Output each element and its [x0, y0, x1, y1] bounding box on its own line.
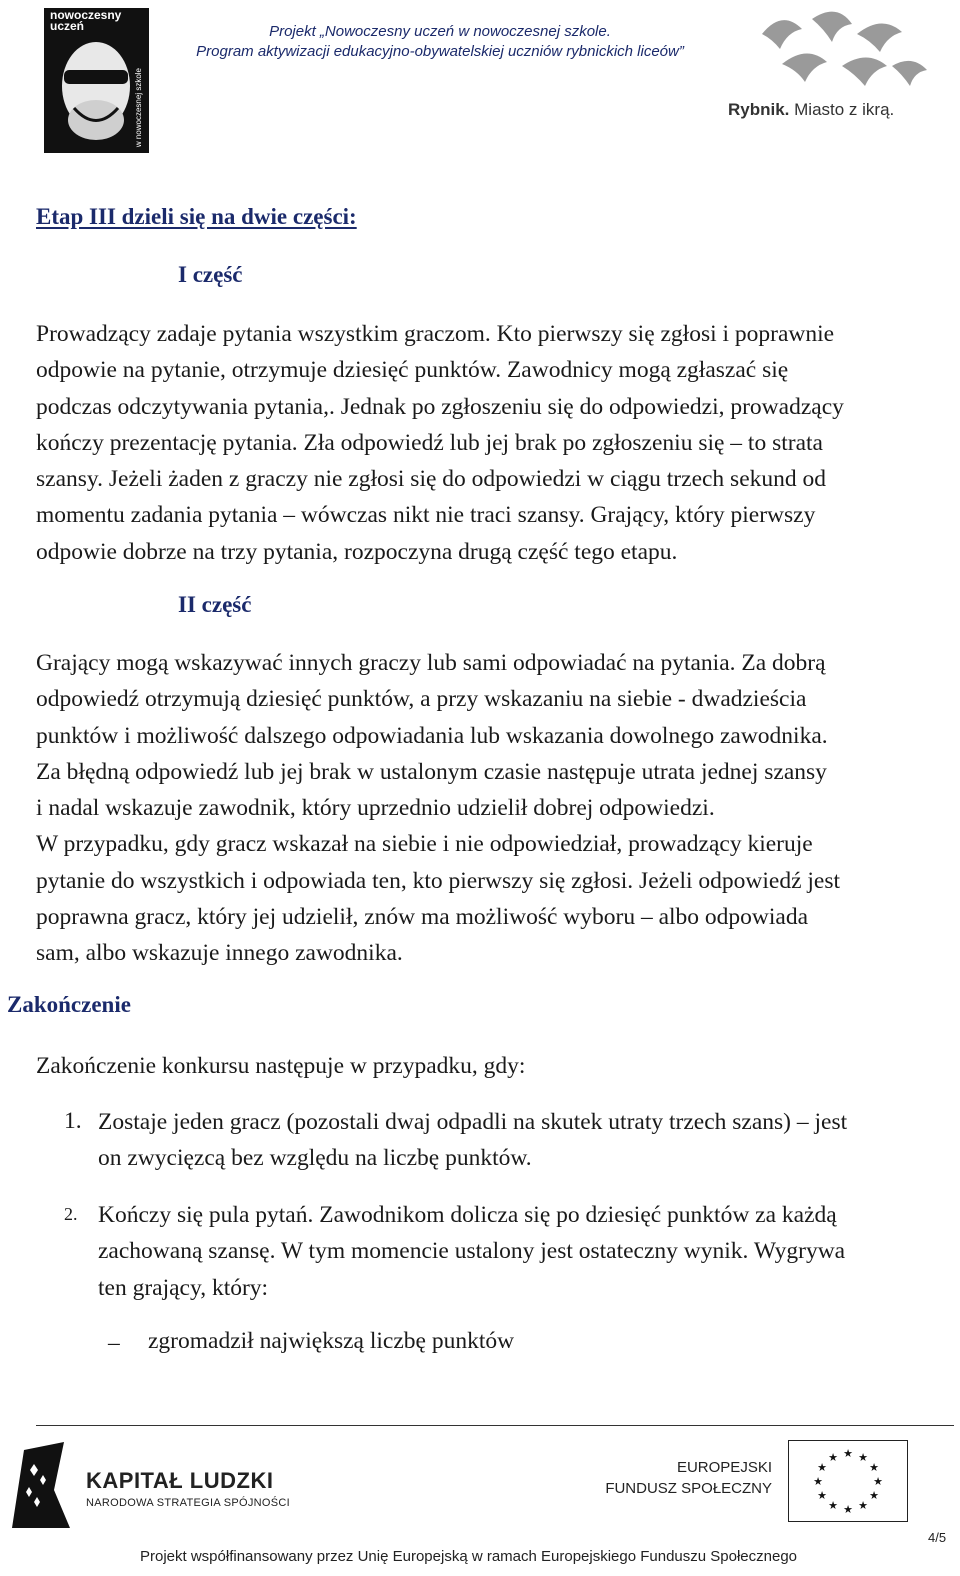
- text-line: ten grający, który:: [98, 1274, 269, 1301]
- kapital-ludzki-title: KAPITAŁ LUDZKI: [86, 1468, 274, 1493]
- text-line: sam, albo wskazuje innego zawodnika.: [36, 940, 403, 967]
- svg-text:★: ★: [828, 1451, 838, 1464]
- text-line: Zostaje jeden gracz (pozostali dwaj odpadli na skutek utraty trzech szans) – jest: [98, 1109, 848, 1135]
- page-number: 4/5: [928, 1530, 947, 1545]
- svg-text:★: ★: [817, 1461, 827, 1474]
- text-line: Za błędną odpowiedź lub jej brak w ustalonym czasie następuje utrata jednej szansy: [36, 758, 827, 785]
- text-line: W przypadku, gdy gracz wskazał na siebie i nie odpowiedział, prowadzący kieruje: [36, 831, 813, 858]
- part1-paragraph: [36, 316, 936, 570]
- city-brand: Rybnik.: [728, 100, 790, 119]
- ending-intro: Zakończenie konkursu następuje w przypadku, gdy:: [36, 1053, 526, 1079]
- sublist-item: zgromadził największą liczbę punktów: [148, 1328, 515, 1354]
- project-title-line2: Program aktywizacji edukacyjno-obywatelskiej uczniów rybnickich liceów”: [196, 43, 684, 60]
- list-item-2: [98, 1197, 938, 1306]
- part2-heading: II część: [178, 592, 252, 617]
- part1-heading: I część: [178, 262, 243, 287]
- text-line: odpowie na pytanie, otrzymuje dziesięć punktów. Zawodnicy mogą zgłaszać się: [36, 357, 789, 384]
- logo-side-label: w nowoczesnej szkole: [134, 68, 143, 148]
- list-number-1: 1.: [64, 1108, 82, 1134]
- text-line: Grający mogą wskazywać innych graczy lub sami odpowiadać na pytania. Za dobrą: [36, 650, 826, 676]
- efs-line1: EUROPEJSKI: [676, 1459, 772, 1476]
- svg-text:★: ★: [858, 1499, 868, 1512]
- cofinance-note: Projekt współfinansowany przez Unię Europejską w ramach Europejskiego Funduszu Społecznego: [140, 1548, 798, 1565]
- text-line: pytanie do wszystkich i odpowiada ten, kto pierwszy się zgłosi. Jeżeli odpowiedź jest: [36, 867, 841, 894]
- text-line: punktów i możliwość dalszego odpowiadania lub wskazania dowolnego zawodnika.: [36, 722, 828, 749]
- text-line: on zwycięzcą bez względu na liczbę punktów.: [98, 1145, 532, 1172]
- city-slogan-text: Miasto z ikrą.: [789, 100, 895, 119]
- svg-text:★: ★: [843, 1447, 853, 1460]
- part2-paragraph: [36, 645, 936, 972]
- text-line: Prowadzący zadaje pytania wszystkim graczom. Kto pierwszy się zgłosi i poprawnie: [36, 321, 835, 347]
- city-slogan: [728, 100, 894, 120]
- svg-text:★: ★: [869, 1461, 879, 1474]
- svg-text:★: ★: [858, 1451, 868, 1464]
- svg-text:★: ★: [869, 1489, 879, 1502]
- stage-heading: Etap III dzieli się na dwie części:: [36, 204, 357, 229]
- svg-text:★: ★: [828, 1499, 838, 1512]
- rybnik-logo: [728, 4, 932, 124]
- text-line: odpowie dobrze na trzy pytania, rozpoczyna drugą część tego etapu.: [36, 538, 678, 565]
- fish-icon: [742, 4, 932, 96]
- list-item-1: [98, 1104, 938, 1177]
- text-line: podczas odczytywania pytania,. Jednak po zgłoszeniu się do odpowiedzi, prowadzący: [36, 393, 844, 420]
- sublist-dash: –: [108, 1330, 120, 1356]
- text-line: zachowaną szansę. W tym momencie ustalony jest ostateczny wynik. Wygrywa: [98, 1238, 846, 1265]
- efs-line2: FUNDUSZ SPOŁECZNY: [605, 1480, 772, 1497]
- svg-text:★: ★: [873, 1475, 883, 1488]
- school-project-logo: [44, 8, 149, 153]
- text-line: i nadal wskazuje zawodnik, który uprzednio udzielił dobrej odpowiedzi.: [36, 795, 715, 822]
- ending-heading: Zakończenie: [7, 992, 131, 1017]
- kapital-ludzki-logo-icon: [4, 1440, 74, 1530]
- text-line: momentu zadania pytania – wówczas nikt nie traci szansy. Grający, który pierwszy: [36, 502, 816, 529]
- project-title-line1: Projekt „Nowoczesny uczeń w nowoczesnej szkole.: [269, 23, 611, 40]
- project-title: [160, 22, 720, 62]
- svg-text:★: ★: [817, 1489, 827, 1502]
- text-line: kończy prezentację pytania. Zła odpowiedź lub jej brak po zgłoszeniu się – to strata: [36, 429, 823, 456]
- logo-label: nowoczesny uczeń: [50, 8, 122, 33]
- footer-divider: [36, 1425, 954, 1426]
- svg-text:★: ★: [843, 1503, 853, 1516]
- eu-flag-icon: [788, 1440, 908, 1522]
- text-line: szansy. Jeżeli żaden z graczy nie zgłosi się do odpowiedzi w ciągu trzech sekund od: [36, 466, 827, 493]
- text-line: Kończy się pula pytań. Zawodnikom dolicza się po dziesięć punktów za każdą: [98, 1202, 837, 1228]
- list-number-2: 2.: [64, 1204, 78, 1224]
- text-line: poprawna gracz, który jej udzielił, znów ma możliwość wyboru – albo odpowiada: [36, 904, 809, 931]
- svg-text:★: ★: [813, 1475, 823, 1488]
- kapital-ludzki-subtitle: NARODOWA STRATEGIA SPÓJNOŚCI: [86, 1497, 290, 1509]
- text-line: odpowiedź otrzymują dziesięć punktów, a przy wskazaniu na siebie - dwadzieścia: [36, 686, 807, 713]
